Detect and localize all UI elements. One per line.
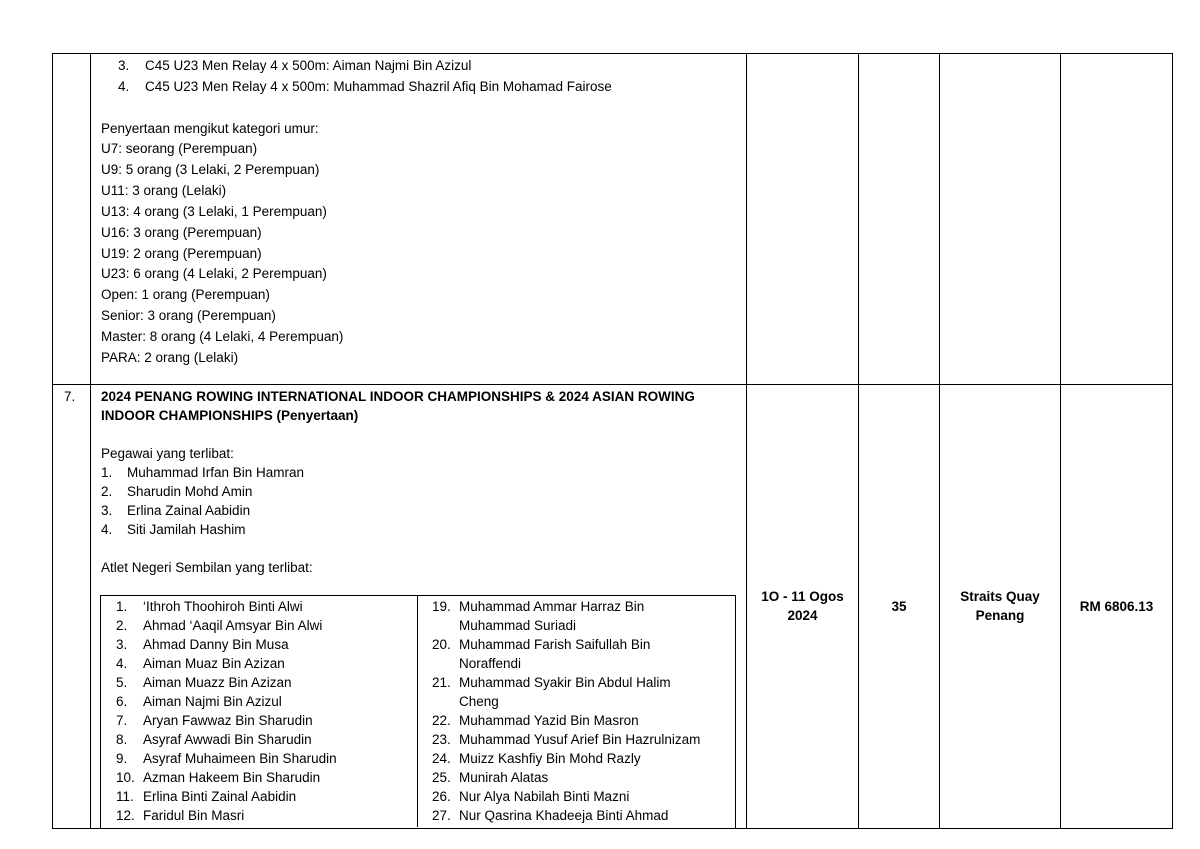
- age-line: Open: 1 orang (Perempuan): [101, 287, 270, 302]
- athlete-name: Munirah Alatas: [459, 770, 549, 785]
- age-heading: Penyertaan mengikut kategori umur:: [101, 121, 319, 136]
- age-line: U13: 4 orang (3 Lelaki, 1 Perempuan): [101, 204, 327, 219]
- athletes-heading: Atlet Negeri Sembilan yang terlibat:: [101, 560, 313, 575]
- col-border: [746, 53, 747, 829]
- list-number: 9.: [116, 751, 128, 766]
- list-number: 27.: [432, 808, 451, 823]
- age-line: Master: 8 orang (4 Lelaki, 4 Perempuan): [101, 329, 344, 344]
- athlete-name-cont: Cheng: [459, 694, 499, 709]
- official-name: Siti Jamilah Hashim: [127, 522, 246, 537]
- list-number: 23.: [432, 732, 451, 747]
- athlete-name: Asyraf Muhaimeen Bin Sharudin: [143, 751, 337, 766]
- athlete-name: Asyraf Awwadi Bin Sharudin: [143, 732, 312, 747]
- col-border: [1060, 53, 1061, 829]
- athlete-name: Azman Hakeem Bin Sharudin: [143, 770, 321, 785]
- col-border: [858, 53, 859, 829]
- list-number: 8.: [116, 732, 128, 747]
- event-title-cont: INDOOR CHAMPIONSHIPS (Penyertaan): [101, 408, 359, 423]
- event-title: 2024 PENANG ROWING INTERNATIONAL INDOOR CHAMPIONSHIPS & 2024 ASIAN ROWING: [101, 389, 695, 404]
- event-venue-line2: Penang: [975, 608, 1025, 623]
- athlete-name: Muhammad Yusuf Arief Bin Hazrulnizam: [459, 732, 701, 747]
- athlete-name: Aiman Najmi Bin Azizul: [143, 694, 282, 709]
- age-line: U11: 3 orang (Lelaki): [101, 183, 227, 198]
- athlete-name: Nur Qasrina Khadeeja Binti Ahmad: [459, 808, 669, 823]
- athlete-name: Muhammad Yazid Bin Masron: [459, 713, 639, 728]
- age-line: PARA: 2 orang (Lelaki): [101, 350, 239, 365]
- list-number: 3.: [116, 637, 128, 652]
- list-number: 12.: [116, 808, 135, 823]
- athlete-name: Muhammad Farish Saifullah Bin: [459, 637, 651, 652]
- list-number: 2.: [101, 484, 113, 499]
- athlete-name: Muhammad Syakir Bin Abdul Halim: [459, 675, 671, 690]
- athlete-name: Ahmad ‘Aaqil Amsyar Bin Alwi: [143, 618, 323, 633]
- list-number: 6.: [116, 694, 128, 709]
- age-line: Senior: 3 orang (Perempuan): [101, 308, 276, 323]
- list-number: 11.: [116, 789, 134, 804]
- list-number: 1.: [116, 599, 128, 614]
- col-border: [1172, 53, 1173, 829]
- athlete-name: Nur Alya Nabilah Binti Mazni: [459, 789, 630, 804]
- list-number: 7.: [116, 713, 128, 728]
- athlete-name: Aiman Muazz Bin Azizan: [143, 675, 292, 690]
- age-line: U23: 6 orang (4 Lelaki, 2 Perempuan): [101, 266, 327, 281]
- row-number: 7.: [64, 389, 76, 404]
- event-date-line2: 2024: [787, 608, 818, 623]
- athlete-name: Aryan Fawwaz Bin Sharudin: [143, 713, 313, 728]
- list-number: 22.: [432, 713, 451, 728]
- athlete-name-cont: Muhammad Suriadi: [459, 618, 577, 633]
- official-name: Sharudin Mohd Amin: [127, 484, 253, 499]
- list-number: 20.: [432, 637, 451, 652]
- list-number: 3.: [101, 503, 113, 518]
- col-border: [939, 53, 940, 829]
- event-venue: [940, 587, 1060, 625]
- list-number: 19.: [432, 599, 451, 614]
- list-number: 21.: [432, 675, 451, 690]
- list-number: 4.: [116, 656, 128, 671]
- list-number: 5.: [116, 675, 128, 690]
- col-border: [90, 53, 91, 829]
- list-number: 24.: [432, 751, 451, 766]
- athlete-name: Erlina Binti Zainal Aabidin: [143, 789, 297, 804]
- list-item: C45 U23 Men Relay 4 x 500m: Aiman Najmi Bin Azizul: [145, 58, 472, 73]
- list-number: 10.: [116, 770, 135, 785]
- list-item: C45 U23 Men Relay 4 x 500m: Muhammad Shazril Afiq Bin Mohamad Fairose: [145, 79, 612, 94]
- list-number: 2.: [116, 618, 128, 633]
- athlete-name: Muizz Kashfiy Bin Mohd Razly: [459, 751, 641, 766]
- official-name: Erlina Zainal Aabidin: [127, 503, 251, 518]
- table-bottom-border: [52, 828, 1173, 829]
- athlete-name: Aiman Muaz Bin Azizan: [143, 656, 285, 671]
- athlete-name: ‘Ithroh Thoohiroh Binti Alwi: [143, 599, 303, 614]
- event-date-line1: 1O - 11 Ogos: [761, 589, 844, 604]
- list-number: 1.: [101, 465, 113, 480]
- athlete-name: Muhammad Ammar Harraz Bin: [459, 599, 645, 614]
- athlete-name-cont: Noraffendi: [459, 656, 522, 671]
- age-line: U7: seorang (Perempuan): [101, 141, 258, 156]
- athlete-name: Faridul Bin Masri: [143, 808, 245, 823]
- list-number: 4.: [101, 522, 113, 537]
- officials-heading: Pegawai yang terlibat:: [101, 446, 234, 461]
- participant-count: 35: [891, 599, 907, 614]
- event-date: [747, 587, 858, 625]
- list-number: 26.: [432, 789, 451, 804]
- event-venue-line1: Straits Quay: [960, 589, 1040, 604]
- col-border: [52, 53, 53, 829]
- row-separator: [52, 384, 1173, 385]
- age-line: U9: 5 orang (3 Lelaki, 2 Perempuan): [101, 162, 320, 177]
- athletes-table-divider: [417, 595, 418, 827]
- age-line: U19: 2 orang (Perempuan): [101, 246, 262, 261]
- age-line: U16: 3 orang (Perempuan): [101, 225, 262, 240]
- list-number: 25.: [432, 770, 451, 785]
- event-cost: RM 6806.13: [1079, 599, 1154, 614]
- official-name: Muhammad Irfan Bin Hamran: [127, 465, 305, 480]
- list-number: 4.: [118, 79, 130, 94]
- athlete-name: Ahmad Danny Bin Musa: [143, 637, 289, 652]
- table-top-border: [52, 53, 1173, 54]
- list-number: 3.: [118, 58, 130, 73]
